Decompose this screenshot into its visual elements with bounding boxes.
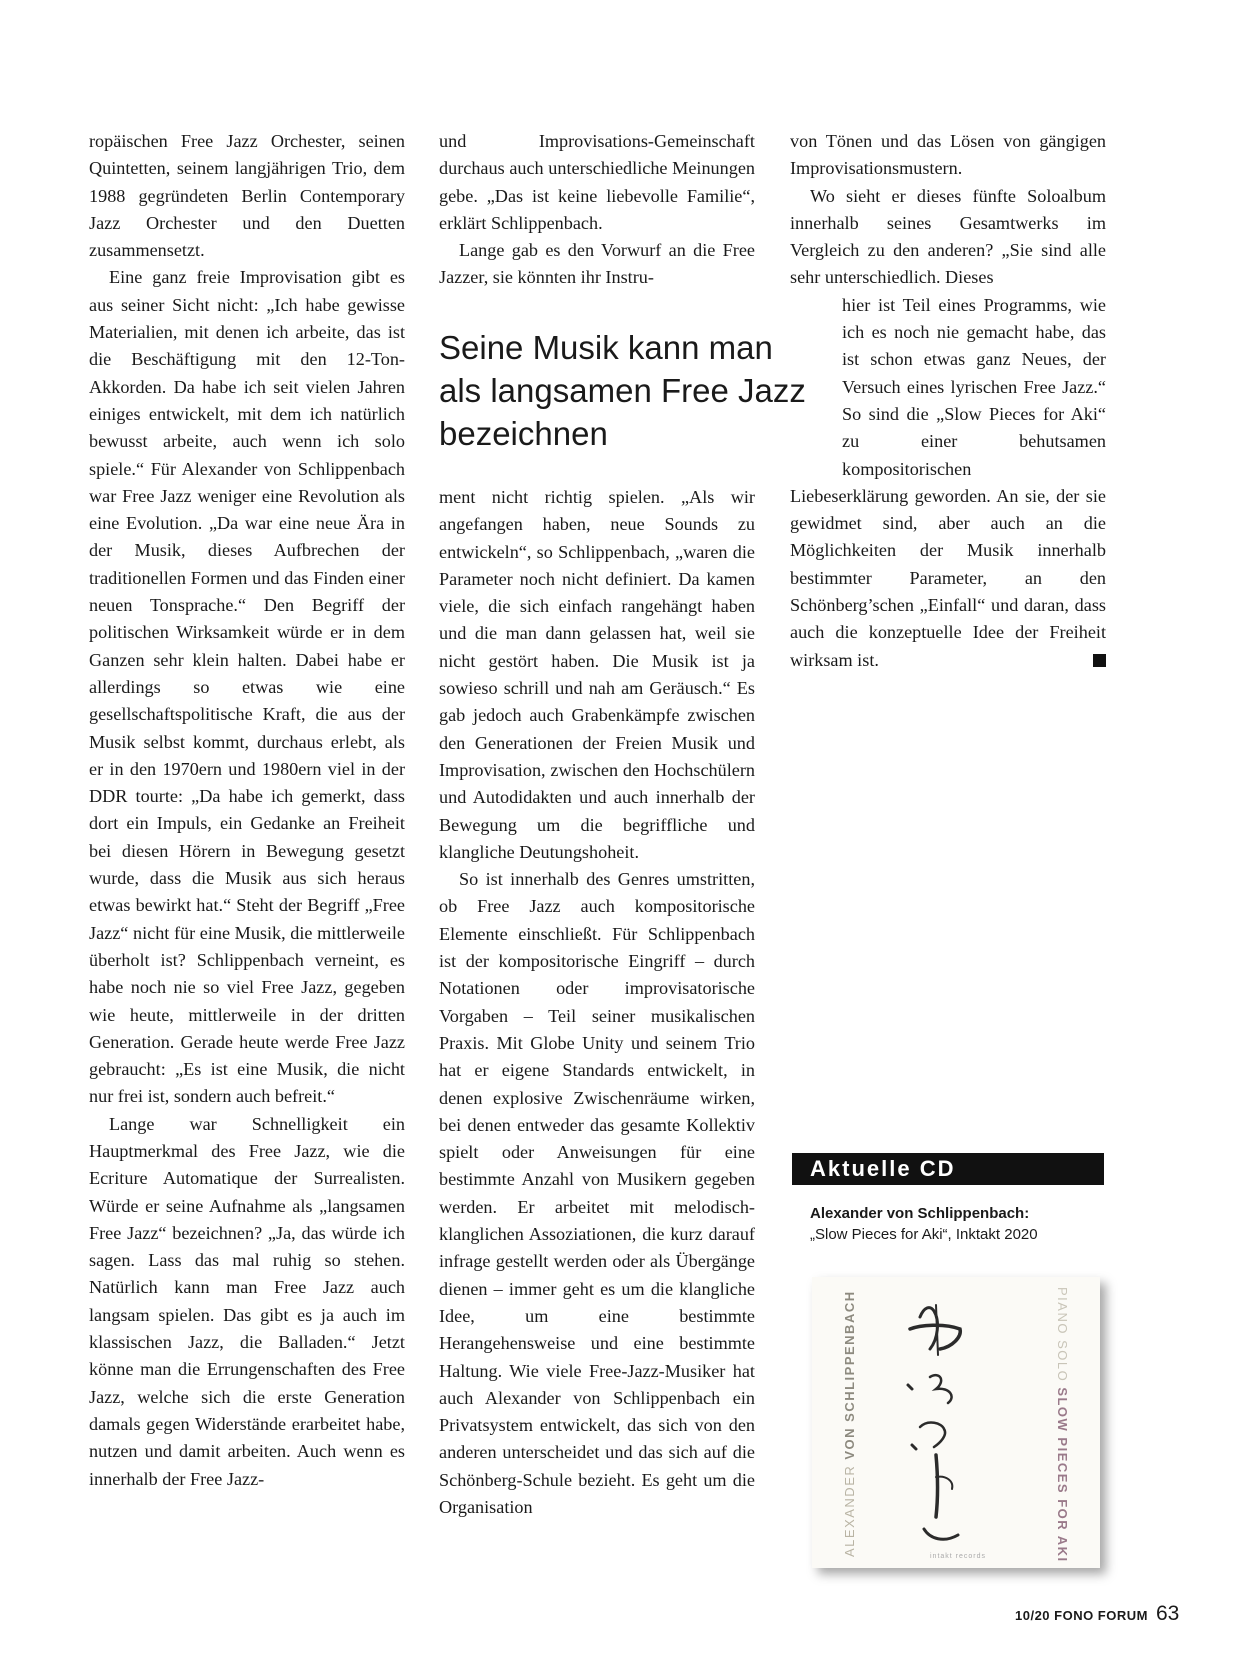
article-column-3	[790, 128, 1106, 674]
end-of-article-marker	[1093, 654, 1106, 667]
page-footer	[1015, 1602, 1179, 1626]
paragraph: ropäischen Free Jazz Orchester, seinen Quintetten, seinem langjährigen Trio, dem 1988 gegründeten Berlin Contemporary Jazz Orchester und den Duetten zusammensetzt.	[89, 131, 405, 261]
paragraph-end	[790, 483, 1106, 674]
cd-box-header: Aktuelle CD	[792, 1153, 1104, 1185]
paragraph: Lange gab es den Vorwurf an die Free Jazzer, sie könnten ihr Instru-	[439, 240, 755, 288]
paragraph: von Tönen und das Lösen von gängigen Improvisationsmustern.	[790, 131, 1106, 179]
cd-cover-image	[812, 1277, 1100, 1568]
paragraph: Wo sieht er dieses fünfte Soloalbum innerhalb seines Gesamtwerks im Vergleich zu den anderen? „Sie sind alle sehr unterschiedlich. Dieses	[790, 185, 1106, 288]
pull-quote: Seine Musik kann man als langsamen Free Jazz bezeichnen	[439, 329, 806, 452]
paragraph: ment nicht richtig spielen. „Als wir angefangen haben, neue Sounds zu entwickeln“, so Schlippenbach, „waren die Parameter noch nicht definiert. Da kamen viele, die sich einfach rangehängt haben und die man dann gelassen hat, weil sie nicht gestört haben. Die Musik ist ja sowieso schrill und nah am Geräusch.“ Es gab jedoch auch Grabenkämpfe zwischen den Generationen der Freien Musik und Improvisation, zwischen den Hochschülern und Autodidakten und auch innerhalb der Bewegung um die begriffliche und klangliche Deutungshoheit.	[439, 487, 755, 862]
cover-calligraphy-illustration	[812, 1277, 1100, 1568]
page-number: 63	[1155, 1602, 1180, 1625]
article-column-2-bottom	[439, 484, 755, 1521]
paragraph: So ist innerhalb des Genres umstritten, ob Free Jazz auch kompositorische Elemente einschließt. Für Schlippenbach ist der kompositorische Eingriff – durch Notationen oder improvisatorische Vorgaben – Teil seiner musikalischen Praxis. Mit Globe Unity und seinem Trio hat er eigene Standards entwickelt, in denen explosive Zwischenräume wirken, bei denen entweder das gesamte Kollektiv spielt oder Anweisungen für eine bestimmte Anzahl von Musikern gegeben werden. Er arbeitet mit melodisch-klanglichen Assoziationen, die kurz darauf infrage gestellt werden oder als Übergänge dienen – immer geht es um die klangliche Idee, um eine bestimmte Herangehensweise und eine bestimmte Haltung. Wie viele Free-Jazz-Musiker hat auch Alexander von Schlippenbach ein Privatsystem entwickelt, das sich von den anderen unterscheidet und das sich auf die Schönberg-Schule bezieht. Es geht um die Organisation	[439, 869, 755, 1517]
cover-label-text: intakt records	[930, 1553, 987, 1560]
cover-album-title: SLOW PIECES FOR AKI	[1055, 1387, 1070, 1563]
article-column-1	[89, 128, 405, 1493]
article-column-2-top	[439, 128, 755, 292]
cover-artist-last: VON SCHLIPPENBACH	[842, 1290, 857, 1460]
cover-subtitle: PIANO SOLO	[1055, 1287, 1070, 1388]
issue-label: 10/20 FONO FORUM	[1015, 1608, 1148, 1623]
paragraph: Lange war Schnelligkeit ein Hauptmerkmal des Free Jazz, wie die Ecriture Automatique der Surrealisten. Würde er seine Aufnahme als „langsamen Free Jazz“ bezeichnen? „Ja, das würde ich sagen. Lass das mal ruhig so stehen. Natürlich kann man Free Jazz auch langsam spielen. Das gibt es ja auch im klassischen Jazz, die Balladen.“ Jetzt könne man die Errungenschaften des Free Jazz, welche sich die erste Generation damals gegen Widerstände erarbeitet habe, nutzen und damit arbeiten. Auch wenn es innerhalb der Free Jazz-	[89, 1113, 405, 1489]
text-wrap-around-pullquote: hier ist Teil eines Programms, wie ich es noch nie gemacht habe, das ist schon etwas ganz Neues, der Versuch eines lyrischen Free Jazz.“ So sind die „Slow Pieces for Aki“ zu einer behutsamen kompositorischen	[842, 294, 1106, 479]
cd-artist: Alexander von Schlippenbach:	[810, 1205, 1030, 1222]
current-cd-box	[792, 1153, 1104, 1245]
paragraph: und Improvisations-Gemeinschaft durchaus auch unterschiedliche Meinungen gebe. „Das ist keine liebevolle Familie“, erklärt Schlippenbach.	[439, 131, 755, 233]
paragraph-text: Liebeserklärung geworden. An sie, der sie gewidmet sind, aber auch an die Möglichkeiten der Musik innerhalb bestimmter Parameter, an den Schönberg’schen „Einfall“ und daran, dass auch die konzeptuelle Idee der Freiheit wirksam ist.	[790, 485, 1106, 670]
cd-title: „Slow Pieces for Aki“, Inktakt 2020	[810, 1226, 1038, 1243]
paragraph: Eine ganz freie Improvisation gibt es aus seiner Sicht nicht: „Ich habe gewisse Materialien, mit denen ich arbeite, das ist die Beschäftigung mit den 12-Ton-Akkorden. Da habe ich seit vielen Jahren einiges entwickelt, mit dem ich natürlich bewusst arbeite, auch wenn ich solo spiele.“ Für Alexander von Schlippenbach war Free Jazz weniger eine Revolution als eine Evolution. „Da war eine neue Ära in der Musik, dieses Aufbrechen der traditionellen Formen und das Finden einer neuen Tonsprache.“ Den Begriff der politischen Wirksamkeit würde er in dem Ganzen sehr klein halten. Dabei habe er allerdings so etwas wie eine gesellschaftspolitische Kraft, die aus der Musik selbst kommt, durchaus erlebt, als er in den 1970ern und 1980ern viel in der DDR tourte: „Da habe ich gemerkt, dass dort ein Impuls, ein Gedanke an Freiheit bei diesen Hörern in Bewegung gesetzt wurde, dass die Musik aus sich heraus etwas bewirkt hat.“ Steht der Begriff „Free Jazz“ nicht für eine Musik, die mittlerweile überholt ist? Schlippenbach verneint, es habe noch nie so viel Free Jazz, gegeben wie heute, mittlerweile in der dritten Generation. Gerade heute werde Free Jazz gebraucht: „Es ist eine Musik, die nicht nur frei ist, sondern auch befreit.“	[89, 267, 405, 1107]
cover-artist-first: ALEXANDER	[842, 1459, 857, 1557]
